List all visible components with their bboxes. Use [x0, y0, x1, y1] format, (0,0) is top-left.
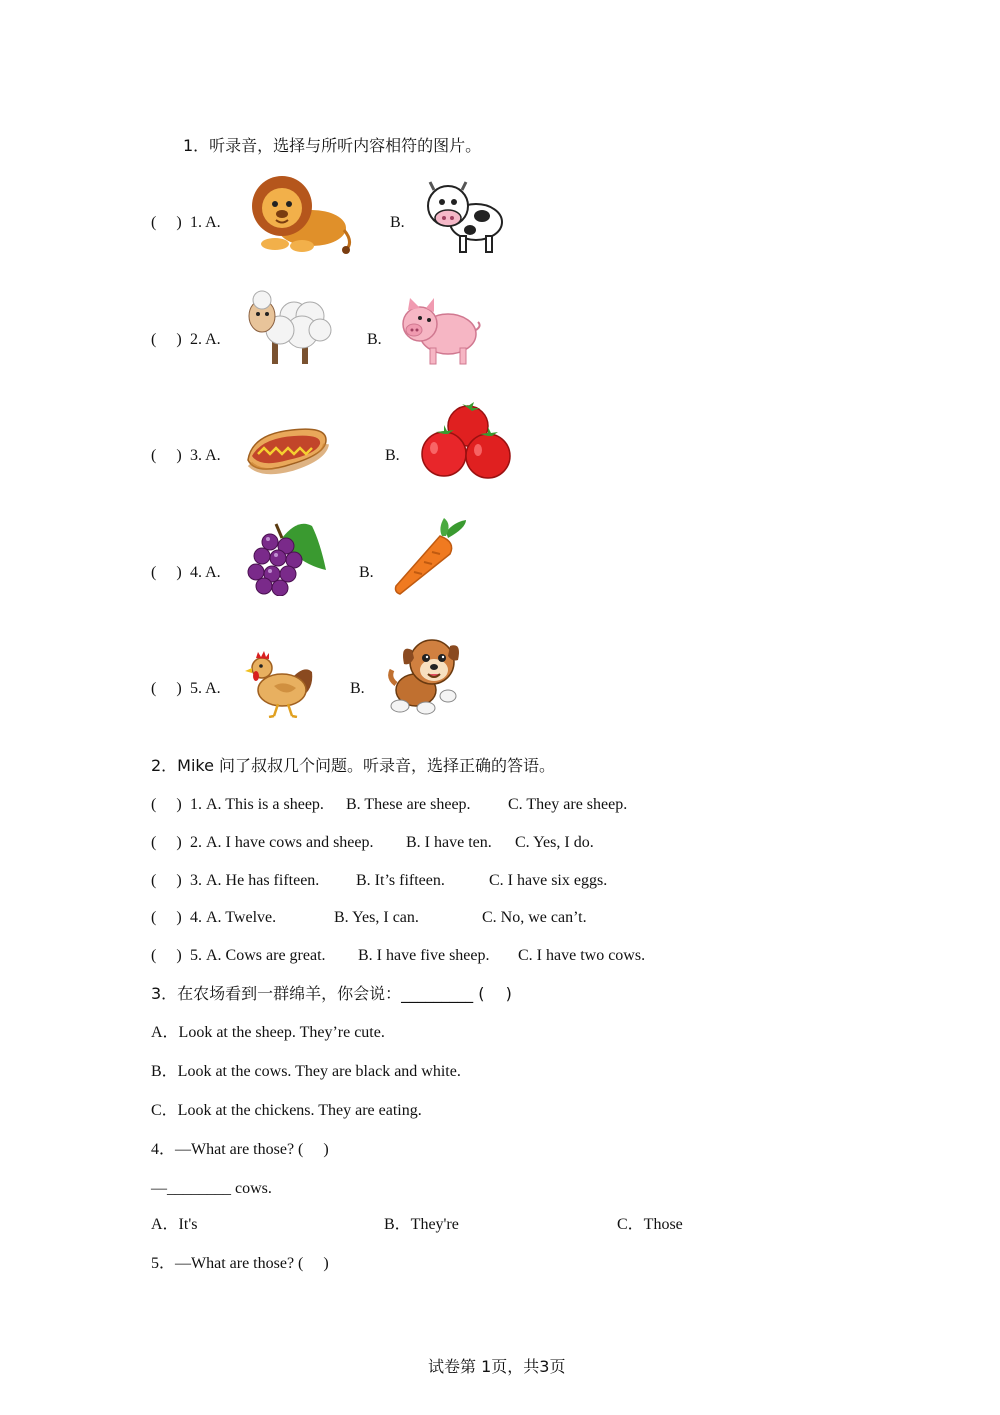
option-a: A. I have cows and sheep.	[206, 834, 374, 851]
q4-option-c: C．Those	[617, 1216, 683, 1233]
q3-option-c: C．Look at the chickens. They are eating.	[151, 1102, 422, 1119]
option-c: C. No, we can’t.	[482, 909, 587, 926]
page-footer: 试卷第 1页，共3页	[428, 1357, 566, 1376]
option-b-label: B.	[350, 680, 365, 697]
question-number: 5.	[190, 947, 202, 964]
answer-paren: ( )	[151, 947, 182, 964]
answer-paren: ( )	[151, 447, 182, 464]
hen-icon	[244, 646, 316, 718]
option-b: B. It’s fifteen.	[356, 872, 445, 889]
option-a-label: 4. A.	[190, 564, 221, 581]
question-number: 2.	[190, 834, 202, 851]
option-a: A. Cows are great.	[206, 947, 326, 964]
lion-icon	[240, 170, 355, 255]
option-c: C. They are sheep.	[508, 796, 628, 813]
option-b: B. These are sheep.	[346, 796, 471, 813]
option-b-label: B.	[385, 447, 400, 464]
option-a: A. He has fifteen.	[206, 872, 320, 889]
grapes-icon	[242, 518, 326, 596]
option-a-label: 5. A.	[190, 680, 221, 697]
dog-icon	[386, 634, 462, 718]
answer-paren: ( )	[151, 909, 182, 926]
option-a: A. This is a sheep.	[206, 796, 324, 813]
option-b: B. Yes, I can.	[334, 909, 419, 926]
q3-stem: 3．在农场看到一群绵羊，你会说：_________ ( )	[151, 984, 512, 1003]
option-c: C. Yes, I do.	[515, 834, 594, 851]
option-b: B. I have five sheep.	[358, 947, 490, 964]
option-a-label: 3. A.	[190, 447, 221, 464]
tomatoes-icon	[418, 402, 514, 480]
pig-icon	[400, 296, 482, 368]
q4-stem: 4．—What are those? ( )	[151, 1141, 329, 1158]
answer-paren: ( )	[151, 680, 182, 697]
carrot-icon	[392, 518, 472, 596]
q5-stem: 5．—What are those? ( )	[151, 1255, 329, 1272]
q4-answer-line: —________ cows.	[151, 1180, 272, 1197]
sheep-icon	[244, 286, 334, 370]
option-c: C. I have six eggs.	[489, 872, 608, 889]
option-a: A. Twelve.	[206, 909, 277, 926]
option-c: C. I have two cows.	[518, 947, 646, 964]
q4-option-a: A．It's	[151, 1216, 198, 1233]
hotdog-icon	[242, 420, 330, 478]
cow-icon	[424, 180, 504, 256]
option-b: B. I have ten.	[406, 834, 492, 851]
section2-title-text: 2．Mike 问了叔叔几个问题。听录音，选择正确的答语。	[151, 756, 556, 775]
answer-paren: ( )	[151, 214, 182, 231]
q3-option-a: A．Look at the sheep. They’re cute.	[151, 1024, 385, 1041]
q3-option-b: B．Look at the cows. They are black and white.	[151, 1063, 461, 1080]
option-b-label: B.	[367, 331, 382, 348]
section1-title: 1．听录音，选择与所听内容相符的图片。	[183, 136, 482, 155]
option-b-label: B.	[390, 214, 405, 231]
section2-title	[151, 758, 555, 774]
answer-paren: ( )	[151, 796, 182, 813]
answer-paren: ( )	[151, 331, 182, 348]
q4-option-b: B．They're	[384, 1216, 459, 1233]
question-number: 3.	[190, 872, 202, 889]
answer-paren: ( )	[151, 564, 182, 581]
answer-paren: ( )	[151, 834, 182, 851]
option-b-label: B.	[359, 564, 374, 581]
option-a-label: 2. A.	[190, 331, 221, 348]
answer-paren: ( )	[151, 872, 182, 889]
option-a-label: 1. A.	[190, 214, 221, 231]
question-number: 4.	[190, 909, 202, 926]
question-number: 1.	[190, 796, 202, 813]
